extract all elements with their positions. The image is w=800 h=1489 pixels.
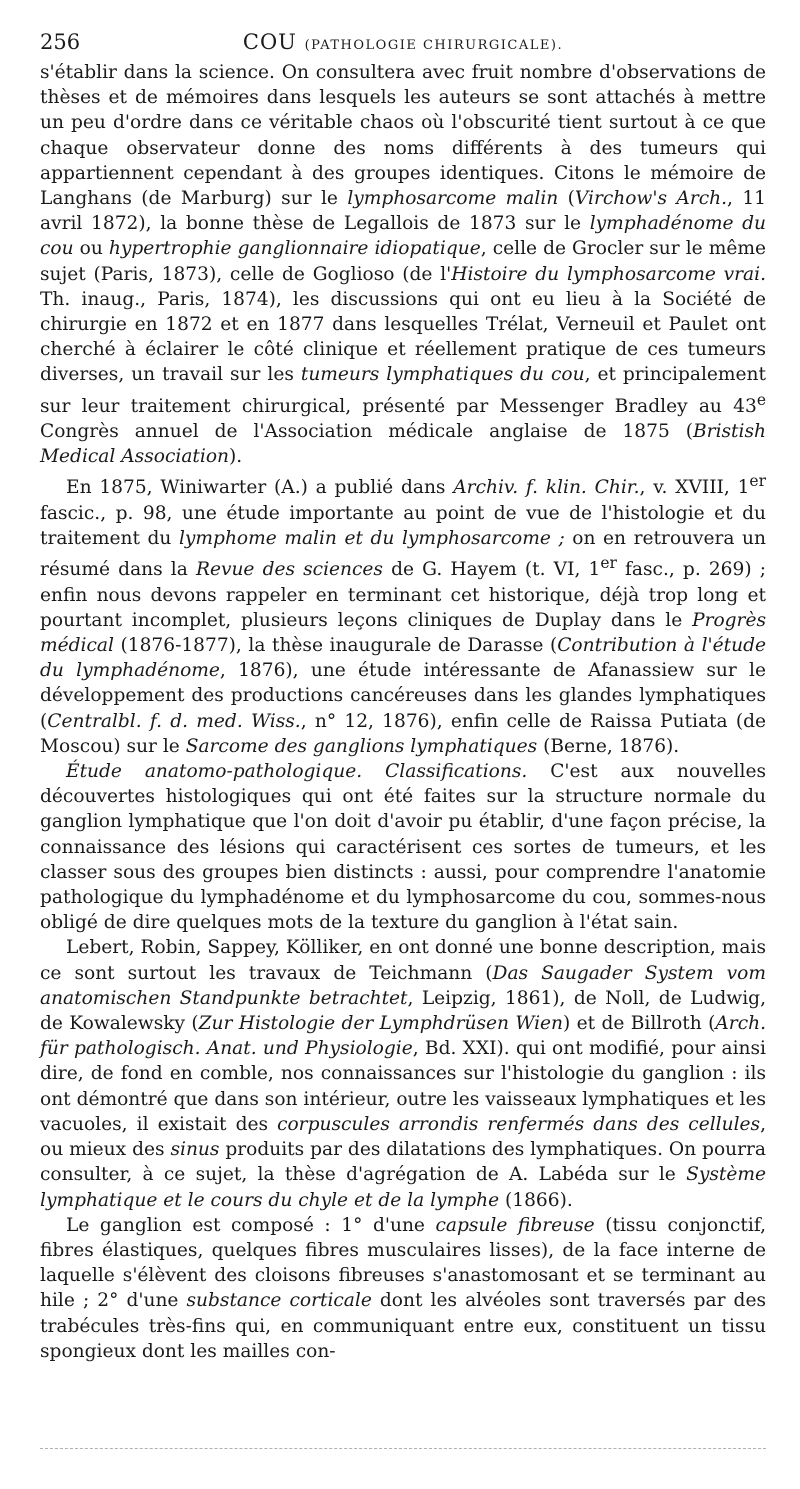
superscript: e <box>756 390 766 409</box>
page-body <box>40 60 766 1364</box>
emphasis: corpuscules arrondis renfermés dans des cellules <box>277 1113 761 1135</box>
text: , et principalement sur leur traitement chirurgical, présenté par Messenger Bradley au 43 <box>40 364 766 417</box>
text: , Leipzig, 1861), de Noll, de Ludwig, de Kowalewsky ( <box>40 987 766 1035</box>
emphasis: sinus <box>170 1139 220 1161</box>
paragraph-4 <box>40 935 766 1212</box>
text: (tissu conjonctif, fibres élastiques, quelques fibres musculaires lisses), de la face interne de laquelle s'élèvent des cloisons fibreuses s'anastomosant et se terminant au hile ; 2° d'une <box>40 1214 766 1312</box>
citation-title: Sarcome des ganglions lymphatiques <box>185 735 538 757</box>
text: Th. inaug., Paris, 1874), les discussions qui ont eu lieu à la Société de chirurgie en 1872 et en 1877 dans lesquelles Trélat, Verneuil et Paulet ont cherché à éclairer le côté clinique et réellement pratique de ces tumeurs diverses, un travail sur les <box>40 288 766 386</box>
text: dont les alvéoles sont traversés par des trabécules très-fins qui, en communiquant entre eux, constituent un tissu spongieux dont les mailles con- <box>40 1290 767 1362</box>
citation-title: Système lymphatique et le cours du chyle et de la lymphe <box>40 1164 766 1211</box>
emphasis: substance corticale <box>186 1290 372 1312</box>
citation-title: Contribution à l'étude du lymphadénome <box>40 635 766 682</box>
emphasis: capsule fibreuse <box>435 1214 595 1236</box>
text: ou <box>73 238 109 260</box>
citation-title: Zur Histologie der Lymphdrüsen Wien <box>198 1013 564 1035</box>
text: fasc., p. 269) ; enfin nous devons rappeler en terminant cet historique, déjà trop long et pourtant incomplet, plusieurs leçons cliniques de Duplay dans le <box>40 559 766 631</box>
citation-title: Archiv. f. klin. Chir. <box>453 477 640 499</box>
text: , Bd. XXI). qui ont modifié, pour ainsi dire, de fond en comble, nos connaissances sur l'histologie du ganglion : ils ont démontré que dans son intérieur, outre les vaisseaux lymphatiques et les vacuoles, il existait des <box>40 1038 766 1135</box>
text: , v. XVIII, 1 <box>639 477 750 499</box>
running-head <box>40 30 766 54</box>
text: , celle de Grocler sur le même sujet (Paris, 1873), celle de Goglioso (de l' <box>40 238 766 285</box>
section-heading: Étude anatomo-pathologique. Classifications. <box>66 761 528 783</box>
paragraph-3 <box>40 759 766 935</box>
superscript: er <box>600 554 617 573</box>
citation-title: tumeurs lymphatiques du cou <box>300 364 585 386</box>
text: de G. Hayem (t. VI, 1 <box>382 559 601 581</box>
text: , ou mieux des <box>40 1113 767 1161</box>
citation-title: Arch. für pathologisch. Anat. und Physiologie <box>40 1013 766 1060</box>
paragraph-2 <box>40 469 766 759</box>
text: (Berne, 1876). <box>537 735 680 757</box>
text: , n° 12, 1876), enfin celle de Raissa Putiata (de Moscou) sur le <box>40 710 766 757</box>
text: Le ganglion est composé : 1° d'une <box>66 1214 436 1236</box>
page-header <box>40 26 766 60</box>
text: on en retrouvera un résumé dans la <box>40 528 766 581</box>
page-number: 256 <box>40 30 81 54</box>
text: produits par des dilatations des lymphatiques. On pourra consulter, à ce sujet, la thèse d'agrégation de A. Labéda sur le <box>40 1139 766 1186</box>
citation-title: hypertrophie ganglionnaire idiopatique <box>108 238 481 260</box>
citation-title: lymphome malin et du lymphosarcome ; <box>178 528 565 550</box>
running-head-title: COU <box>242 30 297 54</box>
text: (1876-1877), la thèse inaugurale de Darasse ( <box>113 635 558 657</box>
citation-title: Centralbl. f. d. med. Wiss. <box>47 710 301 732</box>
paragraph-5 <box>40 1213 766 1364</box>
bottom-divider <box>40 1448 766 1449</box>
citation-title: lymphosarcome malin <box>347 188 559 210</box>
citation-title: Revue des sciences <box>195 559 383 581</box>
text: En 1875, Winiwarter (A.) a publié dans <box>66 477 454 499</box>
text: ) et de Billroth ( <box>563 1013 716 1035</box>
citation-title: Das Saugader System vom anatomischen Standpunkte betrachtet <box>40 962 766 1009</box>
text: (1866). <box>499 1189 573 1211</box>
text: s'établir dans la science. On consultera avec fruit nombre d'observations de thèses et de mémoires dans lesquels les auteurs se sont attachés à mettre un peu d'ordre dans ce véritable chaos où l'obscurité tient surtout à ce que chaque observateur donne des noms différents à des tumeurs qui appartiennent cependant à des groupes identiques. Citons le mémoire de Langhans (de Marburg) sur le <box>40 62 766 210</box>
superscript: er <box>749 472 767 491</box>
text: C'est aux nouvelles découvertes histologiques qui ont été faites sur la structure normale du ganglion lymphatique que l'on doit d'avoir pu établir, d'une façon précise, la connaissance des lésions qui caractérisent ces sortes de tumeurs, et les classer sous des groupes bien distincts : aussi, pour comprendre l'anatomie pathologique du lymphadénome et du lymphosarcome du cou, sommes-nous obligé de dire quelques mots de la texture du ganglion à l'état sain. <box>40 761 766 934</box>
citation-title: lymphadénome du cou <box>40 213 767 260</box>
text: ( <box>558 188 575 210</box>
text: Congrès annuel de l'Association médicale anglaise de 1875 ( <box>40 421 694 443</box>
text: Lebert, Robin, Sappey, Kölliker, en ont donné une bonne description, mais ce sont surtout les travaux de Teichmann ( <box>40 937 766 984</box>
citation-title: Histoire du lymphosarcome vrai. <box>451 263 766 285</box>
text: , 11 avril 1872), la bonne thèse de Legallois de 1873 sur le <box>40 188 766 235</box>
text: fascic., p. 98, une étude importante au point de vue de l'histologie et du traitement du <box>40 502 766 550</box>
citation-title: Progrès médical <box>40 609 766 657</box>
running-head-subtitle: (PATHOLOGIE CHIRURGICALE). <box>304 38 564 53</box>
text: , 1876), une étude intéressante de Afanassiew sur le développement des productions cancéreuses dans les glandes lymphatiques ( <box>40 660 766 732</box>
citation-title: Bristish Medical Association <box>40 421 766 468</box>
text: ). <box>229 446 243 468</box>
citation-title: Virchow's Arch. <box>574 188 728 210</box>
paragraph-1 <box>40 60 766 469</box>
